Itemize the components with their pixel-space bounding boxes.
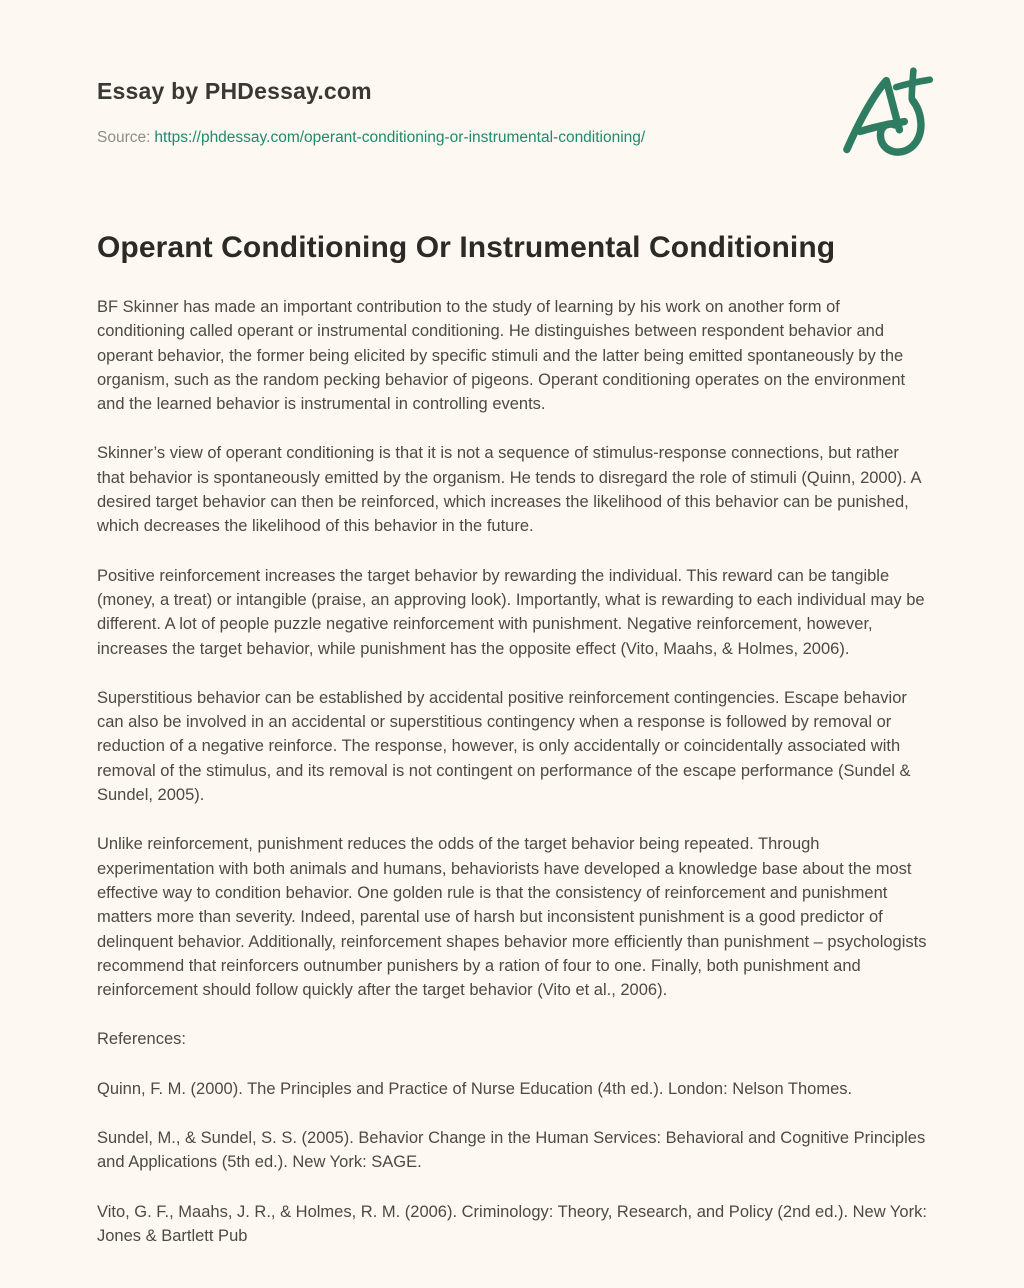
essay-body xyxy=(97,295,927,1248)
essay-paragraph: Positive reinforcement increases the target behavior by rewarding the individual. This reward can be tangible (money, a treat) or intangible (praise, an approving look). Importantly, what is rewarding to each individual may be different. A lot of people puzzle negative reinforcement with punishment. Negative reinforcement, however, increases the target behavior, while punishment has the opposite effect (Vito, Maahs, & Holmes, 2006). xyxy=(97,566,925,658)
page-header xyxy=(97,78,927,147)
essay-paragraph: BF Skinner has made an important contribution to the study of learning by his work on another form of conditioning called operant or instrumental conditioning. He distinguishes between respondent behavior and operant behavior, the former being elicited by specific stimuli and the latter being emitted spontaneously by the organism, such as the random pecking behavior of pigeons. Operant conditioning operates on the environment and the learned behavior is instrumental in controlling events. xyxy=(97,298,906,414)
reference-item: Quinn, F. M. (2000). The Principles and Practice of Nurse Education (4th ed.). London: Nelson Thomes. xyxy=(97,1079,853,1098)
essay-paragraph: Skinner’s view of operant conditioning is that it is not a sequence of stimulus-response connections, but rather that behavior is spontaneously emitted by the organism. He tends to disregard the role of stimuli (Quinn, 2000). A desired target behavior can then be reinforced, which increases the likelihood of this behavior can be punished, which decreases the likelihood of this behavior in the future. xyxy=(97,444,921,536)
byline: Essay by PHDessay.com xyxy=(97,78,372,104)
source-label: Source: xyxy=(97,129,151,146)
source-line xyxy=(97,129,927,147)
reference-item: Vito, G. F., Maahs, J. R., & Holmes, R. M. (2006). Criminology: Theory, Research, and Policy (2nd ed.). New York: Jones & Bartlett Pub xyxy=(97,1202,927,1245)
essay-paragraph: Superstitious behavior can be established by accidental positive reinforcement contingencies. Escape behavior can also be involved in an accidental or superstitious contingency when a response is followed by removal or reduction of a negative reinforce. The response, however, is only accidentally or coincidentally associated with removal of the stimulus, and its removal is not contingent on performance of the escape performance (Sundel & Sundel, 2005). xyxy=(97,688,911,805)
reference-item: Sundel, M., & Sundel, S. S. (2005). Behavior Change in the Human Services: Behavioral and Cognitive Principles and Applications (5th ed.). New York: SAGE. xyxy=(97,1129,926,1172)
page-title: Operant Conditioning Or Instrumental Conditioning xyxy=(97,231,836,264)
references-heading: References: xyxy=(97,1030,186,1049)
source-link[interactable]: https://phdessay.com/operant-conditioning-or-instrumental-conditioning/ xyxy=(154,129,646,146)
essay-paragraph: Unlike reinforcement, punishment reduces the odds of the target behavior being repeated. Through experimentation with both animals and humans, behaviorists have developed a knowledge base about the most effective way to condition behavior. One golden rule is that the consistency of reinforcement and punishment matters more than severity. Indeed, parental use of harsh but inconsistent punishment is a good predictor of delinquent behavior. Additionally, reinforcement shapes behavior more efficiently than punishment – psychologists recommend that reinforcers outnumber punishers by a ration of four to one. Finally, both punishment and reinforcement should follow quickly after the target behavior (Vito et al., 2006). xyxy=(97,835,927,1000)
a-plus-logo-icon xyxy=(837,60,952,175)
